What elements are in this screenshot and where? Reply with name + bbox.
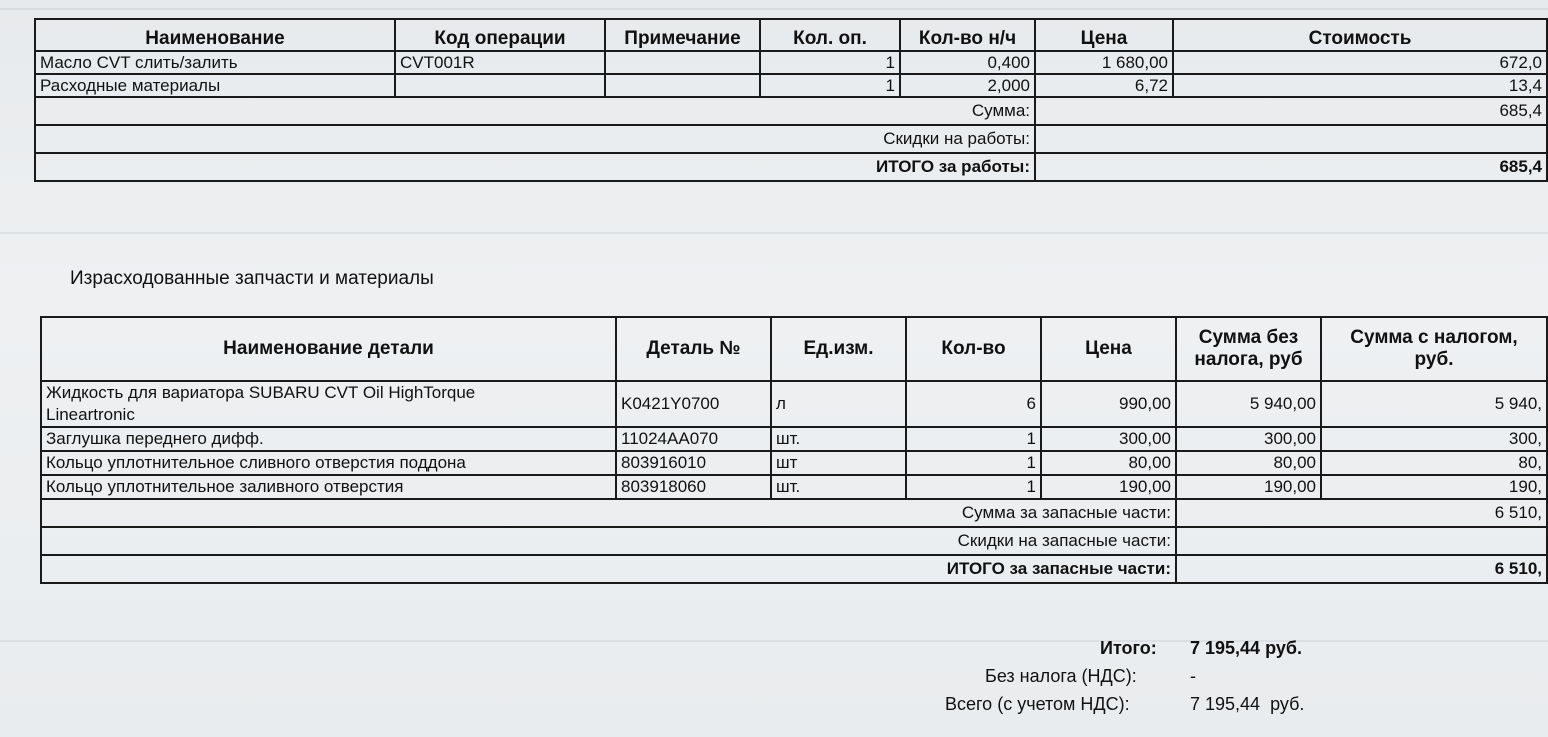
- cell-name: Расходные материалы: [35, 74, 395, 97]
- col-unit: Ед.изм.: [771, 317, 906, 381]
- col-qty-op: Кол. оп.: [760, 19, 900, 51]
- col-cost: Стоимость: [1173, 19, 1547, 51]
- parts-sum-row: [41, 499, 1547, 527]
- col-price: Цена: [1035, 19, 1173, 51]
- parts-total-value: 6 510,: [1176, 555, 1547, 583]
- cell-sum-tax: 190,: [1321, 475, 1547, 499]
- parts-discount-label: Скидки на запасные части:: [41, 527, 1176, 555]
- works-header-row: [35, 19, 1547, 51]
- parts-header-row: [41, 317, 1547, 381]
- cell-sum-no-tax: 300,00: [1176, 427, 1321, 451]
- col-sum-no-tax-line2: налога, руб: [1194, 349, 1303, 370]
- cell-part-no: 803918060: [616, 475, 771, 499]
- cell-qty-op: 1: [760, 74, 900, 97]
- cell-sum-tax: 5 940,: [1321, 381, 1547, 427]
- works-sum-row: [35, 97, 1547, 125]
- cell-sum-no-tax: 5 940,00: [1176, 381, 1321, 427]
- with-tax-label: Всего (с учетом НДС):: [945, 694, 1130, 714]
- cell-price: 6,72: [1035, 74, 1173, 97]
- cell-cost: 13,4: [1173, 74, 1547, 97]
- col-part-no: Деталь №: [616, 317, 771, 381]
- col-part-name: Наименование детали: [41, 317, 616, 381]
- scan-artifact: [0, 232, 1548, 234]
- cell-qty: 1: [906, 427, 1041, 451]
- col-name: Наименование: [35, 19, 395, 51]
- cell-name: Масло CVT слить/залить: [35, 51, 395, 74]
- cell-part-name: Кольцо уплотнительное заливного отверстия: [41, 475, 616, 499]
- works-discount-row: [35, 125, 1547, 153]
- cell-note: [605, 74, 760, 97]
- col-sum-no-tax: [1176, 317, 1321, 381]
- col-op-code: Код операции: [395, 19, 605, 51]
- table-row: [41, 427, 1547, 451]
- no-tax-value: -: [1190, 666, 1196, 686]
- col-sum-no-tax-line1: Сумма без: [1198, 327, 1299, 348]
- cell-op-code: CVT001R: [395, 51, 605, 74]
- col-sum-tax-line2: руб.: [1414, 349, 1454, 370]
- col-note: Примечание: [605, 19, 760, 51]
- table-row: [41, 475, 1547, 499]
- works-discount-label: Скидки на работы:: [35, 125, 1035, 153]
- with-tax-value: 7 195,44 руб.: [1190, 694, 1305, 714]
- cell-part-name: Заглушка переднего дифф.: [41, 427, 616, 451]
- cell-qty: 1: [906, 475, 1041, 499]
- cell-qty: 6: [906, 381, 1041, 427]
- works-total-value: 685,4: [1035, 153, 1547, 181]
- parts-table: [40, 316, 1548, 584]
- parts-sum-value: 6 510,: [1176, 499, 1547, 527]
- cell-sum-no-tax: 190,00: [1176, 475, 1321, 499]
- parts-total-label: ИТОГО за запасные части:: [41, 555, 1176, 583]
- works-sum-label: Сумма:: [35, 97, 1035, 125]
- parts-total-row: [41, 555, 1547, 583]
- works-total-label: ИТОГО за работы:: [35, 153, 1035, 181]
- cell-hours: 2,000: [900, 74, 1035, 97]
- grand-total-value: 7 195,44 руб.: [1190, 638, 1302, 658]
- cell-qty: 1: [906, 451, 1041, 475]
- table-row: [35, 74, 1547, 97]
- cell-cost: 672,0: [1173, 51, 1547, 74]
- table-row: [41, 451, 1547, 475]
- cell-price: 990,00: [1041, 381, 1176, 427]
- col-hours: Кол-во н/ч: [900, 19, 1035, 51]
- parts-discount-row: [41, 527, 1547, 555]
- col-qty: Кол-во: [906, 317, 1041, 381]
- cell-part-no: 11024AA070: [616, 427, 771, 451]
- table-row: [35, 51, 1547, 74]
- col-sum-tax: [1321, 317, 1547, 381]
- cell-part-no: K0421Y0700: [616, 381, 771, 427]
- table-row: [41, 381, 1547, 427]
- cell-part-name: Кольцо уплотнительное сливного отверстия поддона: [41, 451, 616, 475]
- cell-part-name: [41, 381, 616, 427]
- works-table: [34, 18, 1548, 182]
- cell-price: 300,00: [1041, 427, 1176, 451]
- works-total-row: [35, 153, 1547, 181]
- parts-discount-value: [1176, 527, 1547, 555]
- cell-unit: шт.: [771, 427, 906, 451]
- part-name-line2: Lineartronic: [46, 405, 135, 424]
- cell-hours: 0,400: [900, 51, 1035, 74]
- cell-unit: л: [771, 381, 906, 427]
- cell-sum-tax: 80,: [1321, 451, 1547, 475]
- cell-price: 190,00: [1041, 475, 1176, 499]
- cell-price: 80,00: [1041, 451, 1176, 475]
- parts-sum-label: Сумма за запасные части:: [41, 499, 1176, 527]
- cell-sum-no-tax: 80,00: [1176, 451, 1321, 475]
- parts-section-title: Израсходованные запчасти и материалы: [70, 268, 434, 289]
- cell-sum-tax: 300,: [1321, 427, 1547, 451]
- no-tax-label: Без налога (НДС):: [985, 666, 1137, 686]
- col-sum-tax-line1: Сумма с налогом,: [1350, 327, 1518, 348]
- works-sum-value: 685,4: [1035, 97, 1547, 125]
- cell-note: [605, 51, 760, 74]
- works-discount-value: [1035, 125, 1547, 153]
- scan-artifact: [0, 640, 1548, 642]
- cell-price: 1 680,00: [1035, 51, 1173, 74]
- part-name-line1: Жидкость для вариатора SUBARU CVT Oil HighTorque: [46, 383, 476, 402]
- cell-op-code: [395, 74, 605, 97]
- cell-qty-op: 1: [760, 51, 900, 74]
- col-price: Цена: [1041, 317, 1176, 381]
- cell-unit: шт: [771, 451, 906, 475]
- scan-artifact: [0, 8, 1548, 10]
- grand-total-label: Итого:: [1100, 638, 1157, 658]
- cell-unit: шт.: [771, 475, 906, 499]
- cell-part-no: 803916010: [616, 451, 771, 475]
